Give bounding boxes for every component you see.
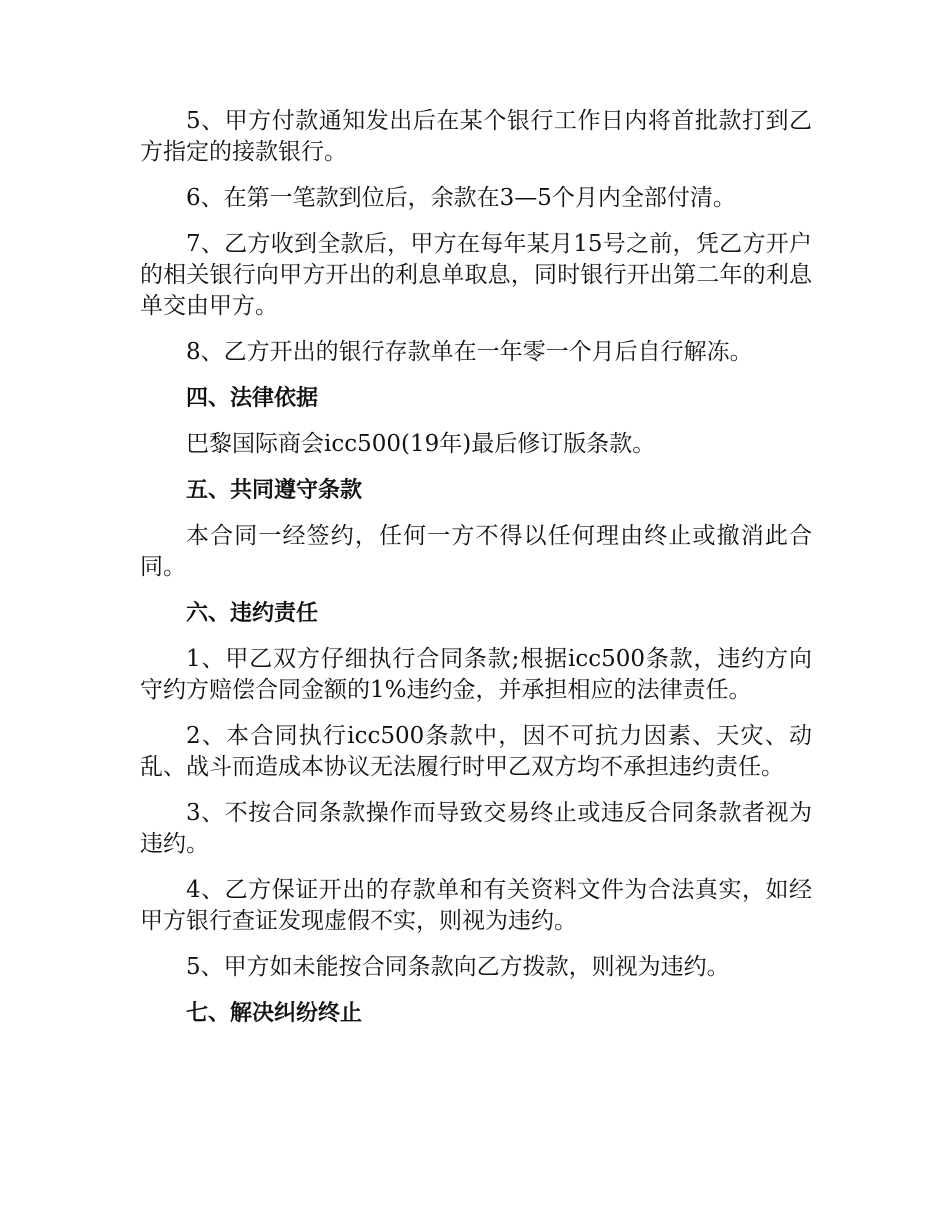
clause-6-4-paragraph: 4、乙方保证开出的存款单和有关资料文件为合法真实，如经甲方银行查证发现虚假不实，则视为违约。 xyxy=(140,877,812,934)
clause-3-5-paragraph: 5、甲方付款通知发出后在某个银行工作日内将首批款打到乙方指定的接款银行。 xyxy=(140,108,812,165)
clause-3-8-paragraph: 8、乙方开出的银行存款单在一年零一个月后自行解冻。 xyxy=(186,339,753,365)
section-5-heading: 五、共同遵守条款 xyxy=(186,478,363,503)
clause-6-3-paragraph: 3、不按合同条款操作而导致交易终止或违反合同条款者视为违约。 xyxy=(140,800,812,857)
clause-6-5-paragraph: 5、甲方如未能按合同条款向乙方拨款，则视为违约。 xyxy=(186,954,730,980)
clause-6-2-paragraph: 2、本合同执行icc500条款中，因不可抗力因素、天灾、动乱、战斗而造成本协议无法履行时甲乙双方均不承担违约责任。 xyxy=(140,723,812,780)
clause-6-1-paragraph: 1、甲乙双方仔细执行合同条款;根据icc500条款，违约方向守约方赔偿合同金额的1%违约金，并承担相应的法律责任。 xyxy=(140,646,812,703)
section-4-paragraph: 巴黎国际商会icc500(19年)最后修订版条款。 xyxy=(186,431,656,457)
section-7-heading: 七、解决纠纷终止 xyxy=(186,1001,363,1026)
document-body xyxy=(140,106,812,1044)
section-4-heading: 四、法律依据 xyxy=(186,386,319,411)
section-5-paragraph: 本合同一经签约，任何一方不得以任何理由终止或撤消此合同。 xyxy=(140,523,812,580)
clause-3-6-paragraph: 6、在第一笔款到位后，余款在3—5个月内全部付清。 xyxy=(186,185,736,211)
clause-3-7-paragraph: 7、乙方收到全款后，甲方在每年某月15号之前，凭乙方开户的相关银行向甲方开出的利息单取息，同时银行开出第二年的利息单交由甲方。 xyxy=(140,231,812,319)
section-6-heading: 六、违约责任 xyxy=(186,601,319,626)
